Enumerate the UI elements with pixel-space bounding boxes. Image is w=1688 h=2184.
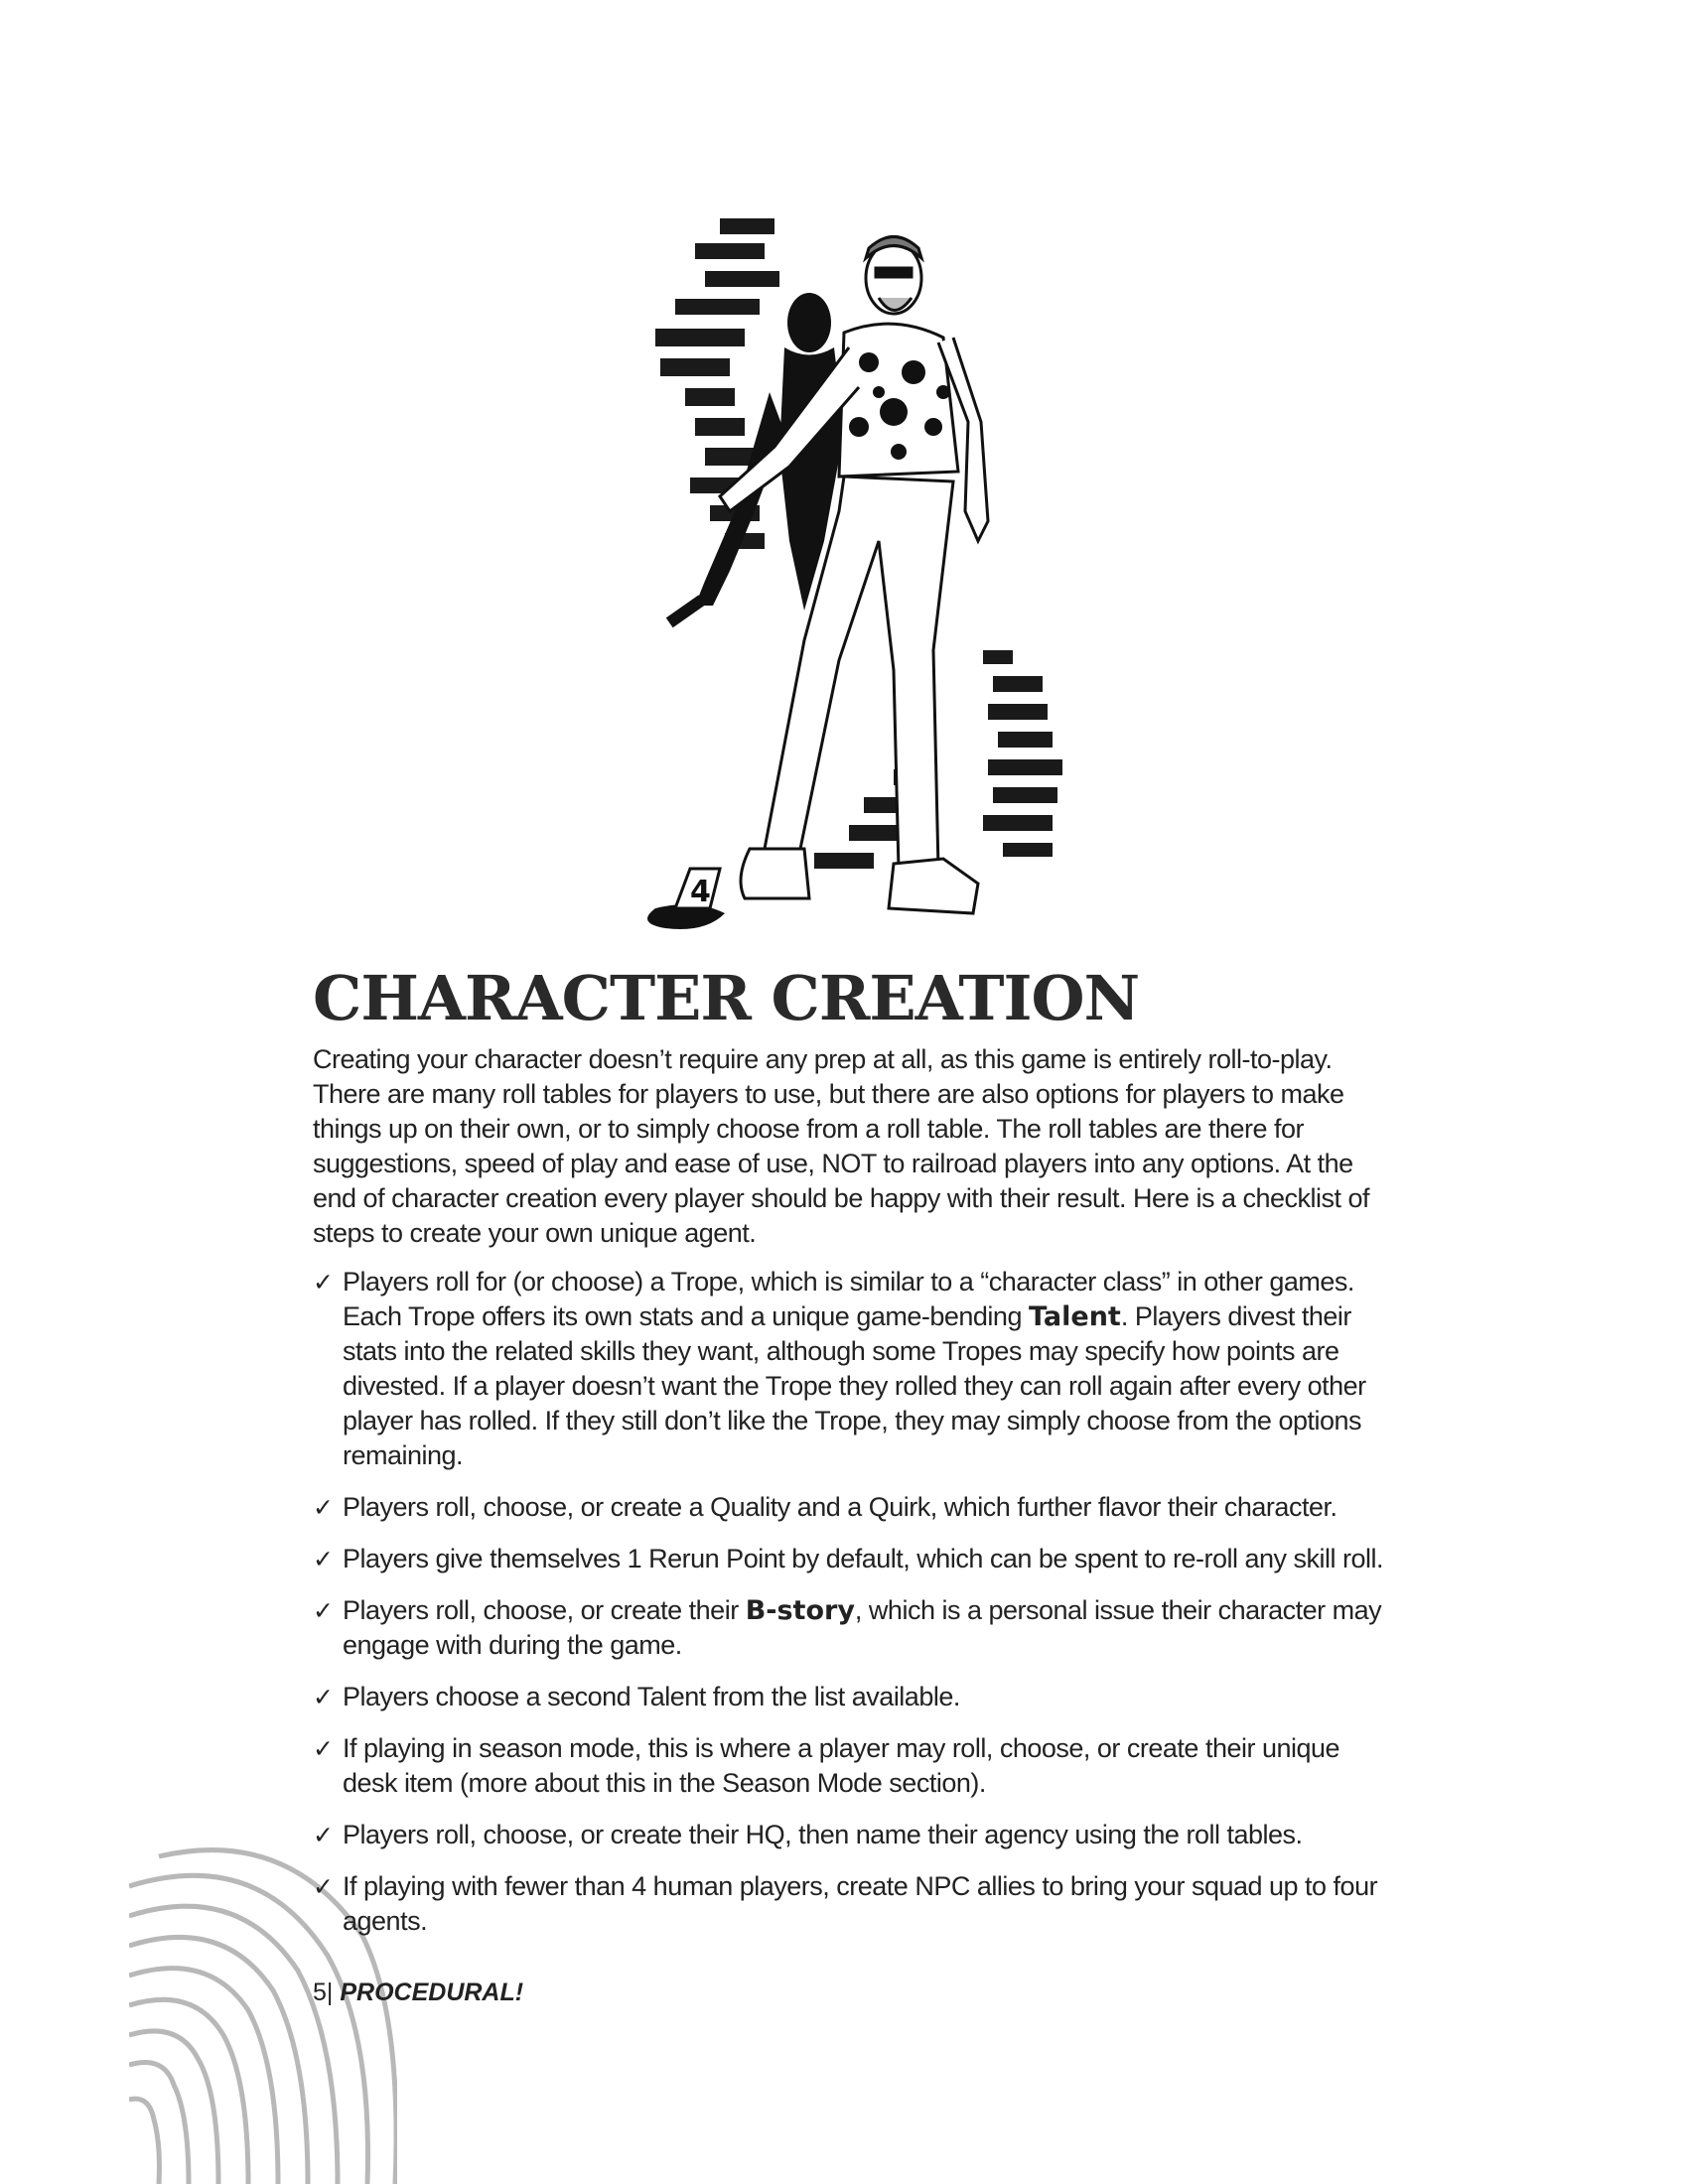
page-number: 5	[313, 1979, 327, 2006]
list-item: ✓ If playing in season mode, this is where a player may roll, choose, or create their unique desk item (more about this in the Season Mode section).	[313, 1733, 1340, 1798]
agent-figure	[720, 237, 988, 914]
checkmark-icon: ✓	[313, 1683, 334, 1711]
list-item: ✓ Players roll, choose, or create their B-story, which is a personal issue their character may engage with during the game.	[313, 1595, 1382, 1660]
checkmark-icon: ✓	[313, 1493, 334, 1522]
page-title: CHARACTER CREATION	[313, 962, 1140, 1034]
steps-checklist	[313, 1265, 1390, 1939]
checkmark-icon: ✓	[313, 1268, 334, 1297]
evidence-marker-number: 4	[690, 875, 711, 909]
page-footer	[313, 1979, 523, 2007]
footer-separator: |	[326, 1979, 334, 2006]
list-item: ✓ Players roll, choose, or create a Quality and a Quirk, which further flavor their character.	[313, 1490, 1390, 1525]
list-item: ✓ Players choose a second Talent from the list available.	[313, 1680, 1390, 1714]
intro-paragraph: Creating your character doesn’t require any prep at all, as this game is entirely roll-to-play. There are many roll tables for players to use, but there are also options for players to make things up on their own, or to simply choose from a roll table. The roll tables are there for suggestions, speed of play and ease of use, NOT to railroad players into any options. At the end of character creation every player should be happy with their result. Here is a checklist of steps to create your own unique agent.	[313, 1044, 1370, 1248]
checkmark-icon: ✓	[313, 1734, 334, 1763]
agent-illustration	[596, 213, 1112, 953]
checkmark-icon: ✓	[313, 1596, 334, 1625]
list-item: ✓ Players give themselves 1 Rerun Point by default, which can be spent to re-roll any skill roll.	[313, 1542, 1390, 1576]
checkmark-icon: ✓	[313, 1821, 334, 1849]
list-item: ✓ If playing with fewer than 4 human players, create NPC allies to bring your squad up to four agents.	[313, 1871, 1378, 1936]
talent-term: Talent	[1028, 1301, 1121, 1332]
checkmark-icon: ✓	[313, 1545, 334, 1573]
b-story-term: B-story	[745, 1595, 855, 1626]
checkmark-icon: ✓	[313, 1872, 334, 1901]
list-item: ✓ Players roll for (or choose) a Trope, which is similar to a “character class” in other games. Each Trope offers its own stats and a unique game-bending Talent. Players divest their stats into the related skills they want, although some Tropes may specify how points are divested. If a player doesn’t want the Trope they rolled they can roll again after every other player has rolled. If they still don’t like the Trope, they may simply choose from the options remaining.	[313, 1267, 1366, 1470]
book-title: PROCEDURAL!	[340, 1979, 524, 2006]
body-text	[313, 1042, 1390, 1956]
list-item: ✓ Players roll, choose, or create their HQ, then name their agency using the roll tables.	[313, 1818, 1390, 1852]
evidence-marker	[647, 869, 725, 929]
